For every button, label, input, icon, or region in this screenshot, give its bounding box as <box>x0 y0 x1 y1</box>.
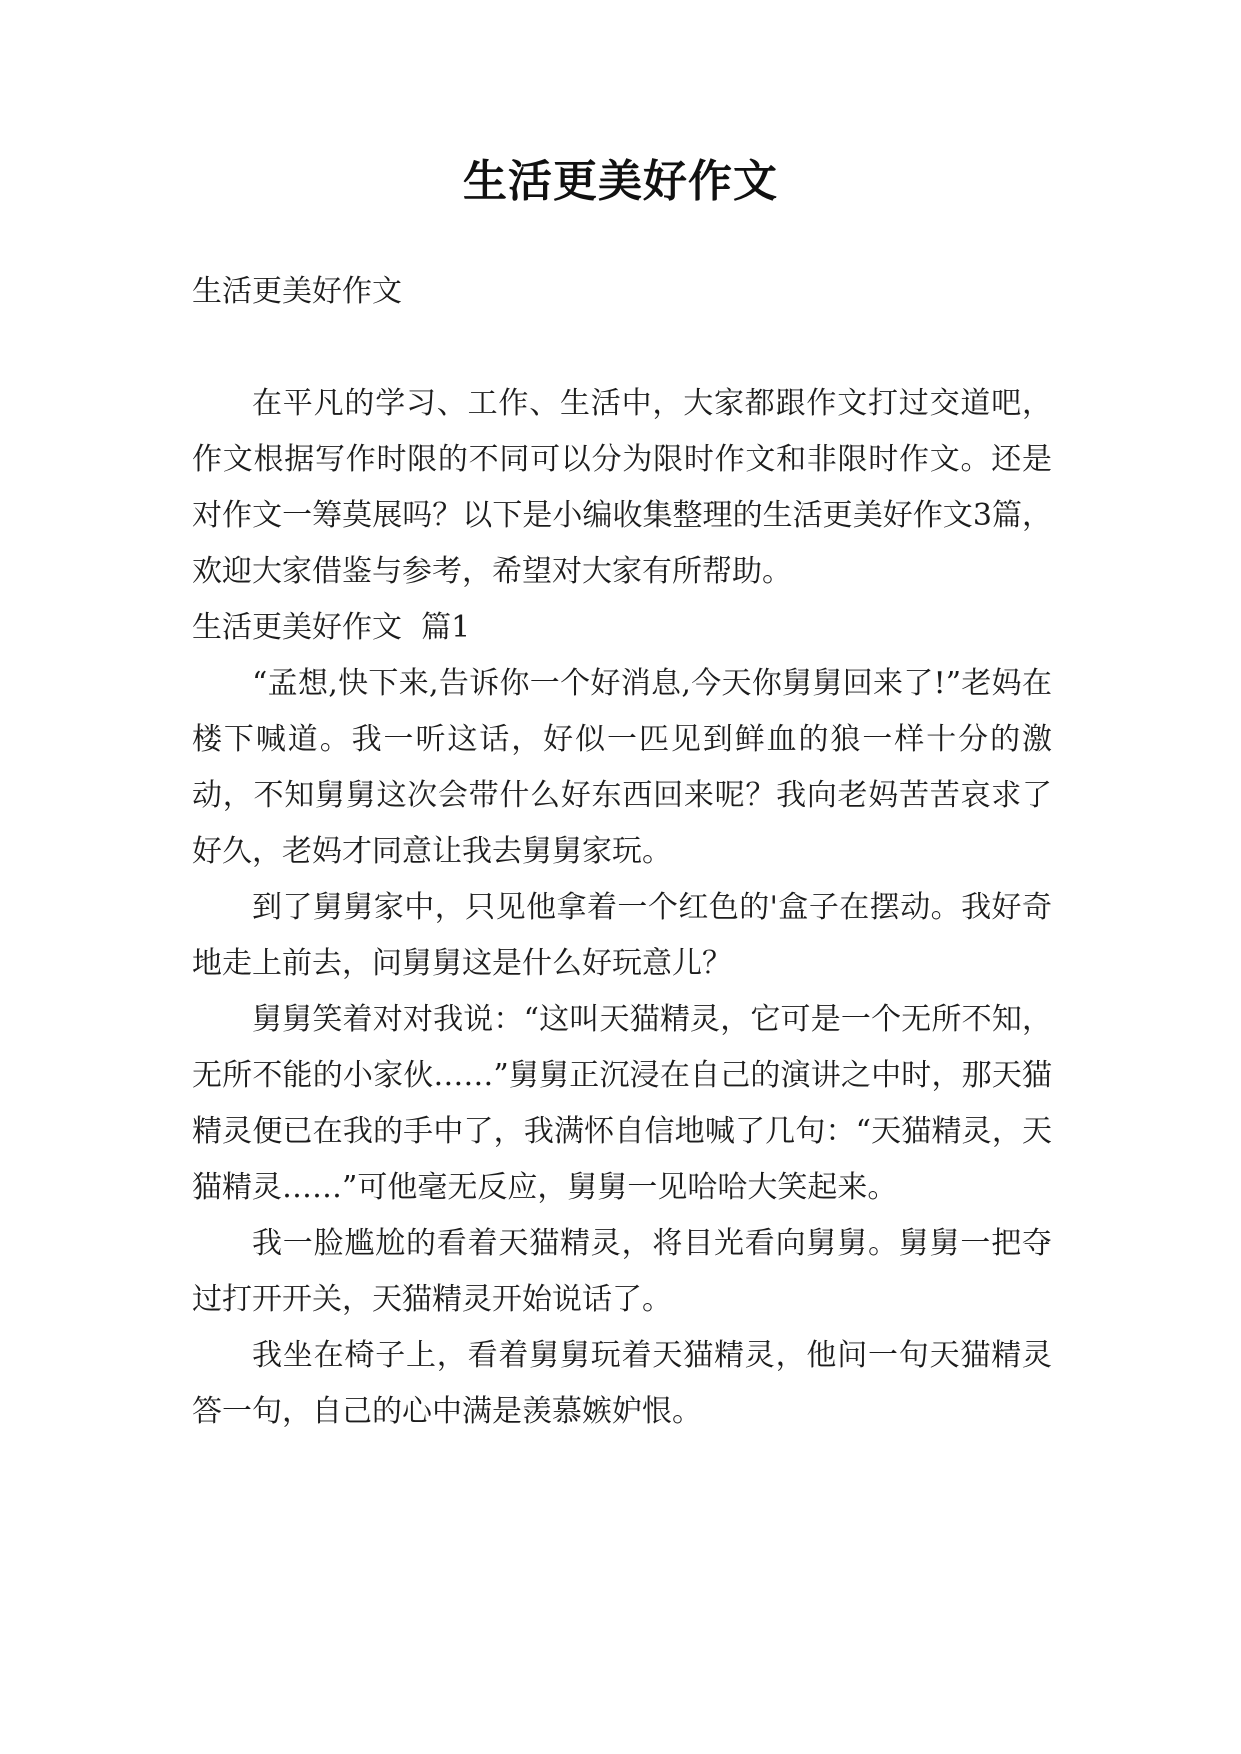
document-subtitle: 生活更美好作文 <box>192 274 402 309</box>
intro-paragraph: 在平凡的学习、工作、生活中，大家都跟作文打过交道吧，作文根据写作时限的不同可以分为限时作文和非限时作文。还是对作文一筹莫展吗？以下是小编收集整理的生活更美好作文3篇，欢迎大家借鉴与参考，希望对大家有所帮助。 <box>192 386 1052 589</box>
document-body <box>192 264 1052 1440</box>
document-title: 生活更美好作文 <box>463 156 778 207</box>
body-paragraph: “孟想,快下来,告诉你一个好消息,今天你舅舅回来了!”老妈在楼下喊道。我一听这话，好似一匹见到鲜血的狼一样十分的激动，不知舅舅这次会带什么好东西回来呢？我向老妈苦苦哀求了好久，老妈才同意让我去舅舅家玩。 <box>192 666 1052 869</box>
body-paragraph: 舅舅笑着对对我说：“这叫天猫精灵，它可是一个无所不知，无所不能的小家伙……”舅舅正沉浸在自己的演讲之中时，那天猫精灵便已在我的手中了，我满怀自信地喊了几句：“天猫精灵，天猫精灵……”可他毫无反应，舅舅一见哈哈大笑起来。 <box>192 1002 1052 1205</box>
body-paragraph: 我一脸尴尬的看着天猫精灵，将目光看向舅舅。舅舅一把夺过打开开关，天猫精灵开始说话了。 <box>192 1226 1052 1317</box>
body-paragraph: 到了舅舅家中，只见他拿着一个红色的'盒子在摆动。我好奇地走上前去，问舅舅这是什么好玩意儿？ <box>192 890 1052 981</box>
body-paragraph: 我坐在椅子上，看着舅舅玩着天猫精灵，他问一句天猫精灵答一句，自己的心中满是羡慕嫉妒恨。 <box>192 1338 1052 1429</box>
section-heading: 生活更美好作文 篇1 <box>192 610 471 645</box>
